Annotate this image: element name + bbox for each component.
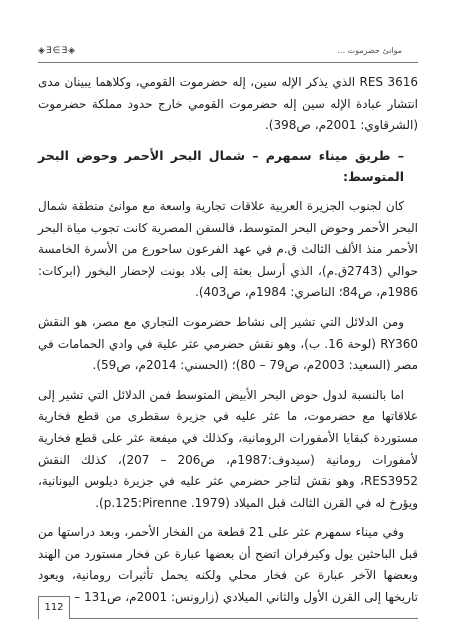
paragraph-4: اما بالنسبة لدول حوض البحر الأبيض المتوسط فمن الدلائل التي تشير إلى علاقاتها مع حضرموت، ما عثر عليه في جزيرة سقطرى من قطع فخارية مستوردة كبقايا الأمفورات الرومانية، وكذلك في ميفعة عثر على قطع فخارية لأمفورات رومانية (سيدوف:1987م، ص206 – 207)، كذلك النقش RES3952، وهو نقش لتاجر حضرمي عثر عليه في جزيرة ديلوس اليونانية، ويؤرخ له في القرن الثالث قبل الميلاد (p.125:Pirenne .1979).: [38, 387, 418, 510]
paragraph-3: ومن الدلائل التي تشير إلى نشاط حضرموت التجاري مع مصر، هو النقش RY360 (لوحة 16. ب)، وهو نقش حضرمي عثر علية في وادي الحمامات في مصر (السعيد: 2003م، ص79 – 80)؛ (الحسني: 2014م، ص59).: [38, 314, 418, 373]
section-heading: – طريق ميناء سمهرم – شمال البحر الأحمر وحوض البحر المتوسط:: [38, 147, 404, 185]
page-number: 112: [38, 596, 70, 619]
page-footer: [38, 596, 418, 619]
running-title: موانئ حضرموت ...: [337, 46, 402, 55]
document-page: [38, 0, 418, 640]
header-ornament-icon: ◈∃∋∃◈: [38, 46, 77, 56]
paragraph-2: كان لجنوب الجزيرة العربية علاقات تجارية واسعة مع موانئ منطقة شمال البحر الأحمر وحوض البحر المتوسط، فالسفن المصرية كانت تجوب مياة البحر الأحمر منذ الألف الثالث ق.م في عهد الفرعون ساحورع من الأسرة الخامسة حوالي (2743ق.م)، الذي أرسل بعثة إلى بلاد بونت لإحضار البخور (ابركات: 1986م، ص84؛ الناصري: 1984م، ص403).: [38, 198, 419, 300]
running-header: [38, 46, 418, 62]
header-divider: [38, 62, 418, 63]
paragraph-1: RES 3616 الذي يذكر الإله سين، إله حضرموت القومي، وكلاهما يبينان مدى انتشار عبادة الإله سين إله حضرموت القومي خارج حدود مملكة حضرموت (الشرقاوي: 2001م، ص398).: [38, 75, 418, 133]
body-text: [38, 72, 418, 617]
paragraph-5: وفي ميناء سمهرم عثر على 21 قطعة من الفخار الأحمر، وبعد دراستها من قبل الباحثين يول وكيرفران اتضح أن بعضها عبارة عن فخار مستورد من الهند وبعضها الآخر عبارة عن فخار محلي ولكنه يحمل تأثيرات رومانية، ويعود تاريخها إلى القرن الأول والثاني الميلادي (زارونس: 2001م، ص131 –: [38, 525, 418, 605]
